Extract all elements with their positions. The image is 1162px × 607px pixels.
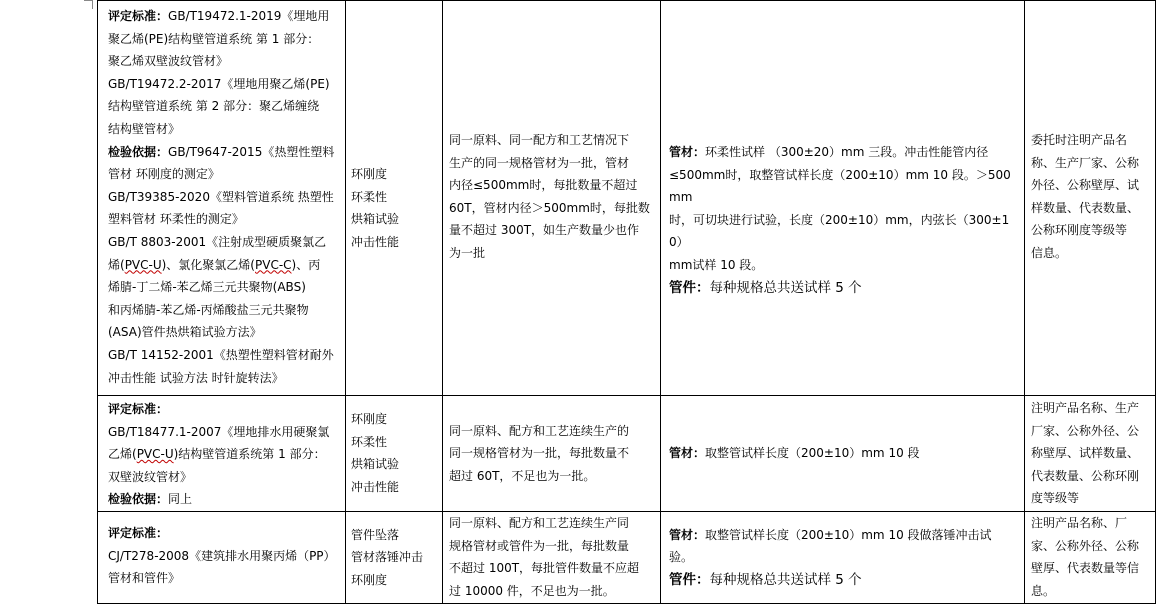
sample-label: 管材： [669,145,706,159]
test-item: 冲击性能 [351,234,400,249]
sample-requirement-cell [661,511,1025,603]
standard-text: 同上 [168,492,193,507]
test-items-cell [346,396,443,512]
test-item: 环柔性 [351,189,388,204]
standard-line [108,73,335,96]
sample-line [669,546,1018,569]
batch-rule-line: 同一原料、同一配方和工艺情况下 [449,133,630,147]
standard-line [108,522,335,545]
standard-line [108,567,335,590]
standard-text: 结构壁管材》 [108,121,181,136]
standard-text: 烯腈-丁二烯-苯乙烯三元共聚物(ABS) [108,280,306,295]
standard-label: 检验依据： [108,144,169,159]
standard-line [108,118,335,141]
note-line: 样数量、代表数量、 [1031,200,1140,215]
sample-text: 取整管试样长度（200±10）mm 10 段做落锤冲击试 [705,527,992,542]
standard-text: GB/T39385-2020《塑料管道系统 热塑性 [108,189,334,204]
test-items-cell [346,1,443,396]
batch-rule-line: 内径≤500mm时，每批数量不超过 [449,178,638,193]
standard-line [108,50,335,73]
sample-text: 验。 [669,550,694,565]
note-line: 代表数量、公称环刚 [1031,468,1140,483]
standard-line [108,443,335,466]
note-line: 称、生产厂家、公称 [1031,155,1140,170]
note-line: 外径、公称壁厚、试 [1031,178,1140,193]
sample-label: 管材： [669,527,706,542]
sample-line [669,254,1018,277]
test-items-cell [346,511,443,603]
standard-line [108,367,335,390]
sample-text: 取整管试样长度（200±10）mm 10 段 [705,446,920,461]
standard-text: GB/T18477.1-2007《埋地排水用硬聚氯 [108,424,330,439]
sample-line [669,569,1018,592]
standard-line [108,28,335,51]
standard-label: 评定标准： [108,525,169,540]
note-line: 注明产品名称、生产 [1031,401,1140,415]
sample-label: 管材： [669,446,706,461]
standard-text: GB/T 8803-2001《注射成型硬质聚氯乙 [108,234,327,249]
standard-text: 塑料管材 环柔性的测定》 [108,212,244,227]
standard-text: GB/T9647-2015《热塑性塑料 [168,144,335,159]
note-line: 委托时注明产品名 [1031,133,1128,147]
sample-label: 管件： [669,279,710,296]
sample-text: 时，可切块进行试验，长度（200±10）mm，内弦长（300±10） [669,212,1010,250]
standard-line [108,208,335,231]
note-line: 度等级等 [1031,491,1080,506]
sample-text: ≤500mm时，取整管试样长度（200±10）mm 10 段。＞500mm [669,167,1011,205]
note-cell [1025,396,1156,512]
test-item: 管件坠落 [351,527,400,542]
standard-text: GB/T19472.1-2019《埋地用 [168,9,330,23]
standard-cell [98,1,346,396]
table-row [98,1,1156,396]
table-row [98,396,1156,512]
note-line: 信息。 [1031,245,1068,260]
standard-text: CJ/T278-2008《建筑排水用聚丙烯（PP） [108,548,336,563]
batch-rule-cell [443,1,661,396]
standard-line [108,421,335,444]
batch-rule-cell [443,396,661,512]
standard-line [108,466,335,489]
test-item: 冲击性能 [351,480,400,495]
standard-text: 双壁波纹管材》 [108,469,193,484]
test-item: 烘箱试验 [351,212,400,227]
sample-line [669,442,1018,465]
standard-line [108,321,335,344]
sample-label: 管件： [669,571,710,588]
left-margin-column [0,0,98,602]
standard-label: 检验依据： [108,492,169,507]
standard-line [108,299,335,322]
standard-text: 聚乙烯(PE)结构壁管道系统 第 1 部分： [108,31,320,46]
standard-text: 乙烯(PVC-U)结构壁管道系统第 1 部分： [108,447,326,462]
standard-line [108,163,335,186]
standard-line [108,186,335,209]
standard-cell [98,511,346,603]
standard-line [108,276,335,299]
standard-line [108,344,335,367]
test-item: 环刚度 [351,572,388,587]
note-line: 称壁厚、试样数量、 [1031,446,1140,461]
standard-text: (ASA)管件热烘箱试验方法》 [108,325,262,340]
note-line: 壁厚、代表数量等信 [1031,561,1140,576]
note-cell [1025,511,1156,603]
sample-line [669,164,1018,209]
standard-text: GB/T 14152-2001《热塑性塑料管材耐外 [108,347,334,362]
standard-text: 烯(PVC-U)、氯化聚氯乙烯(PVC-C)、丙 [108,257,321,272]
sample-line [669,209,1018,254]
standard-text: 和丙烯腈-苯乙烯-丙烯酸盐三元共聚物 [108,302,309,317]
table-row [98,511,1156,603]
batch-rule-line: 生产的同一规格管材为一批，管材 [449,155,630,170]
batch-rule-line: 同一规格管材为一批，每批数量不 [449,446,630,461]
sample-line [669,277,1018,300]
standard-cell [98,396,346,512]
standard-label: 评定标准： [108,9,169,23]
sample-line [669,524,1018,547]
standard-text: GB/T19472.2-2017《埋地用聚乙烯(PE) [108,76,330,91]
batch-rule-line: 超过 60T，不足也为一批。 [449,468,596,483]
standard-line [108,254,335,277]
test-item: 管材落锤冲击 [351,550,424,565]
standard-line [108,141,335,164]
standard-line [108,95,335,118]
sample-text: mm试样 10 段。 [669,257,764,272]
batch-rule-line: 量不超过 300T，如生产数量少也作 [449,223,640,238]
standard-text: 结构壁管道系统 第 2 部分：聚乙烯缠绕 [108,99,320,114]
standard-line [108,398,335,421]
note-line: 息。 [1031,584,1056,599]
test-item: 烘箱试验 [351,457,400,472]
batch-rule-line: 同一原料、配方和工艺连续生产的 [449,423,630,438]
sample-requirement-cell [661,1,1025,396]
table-body [98,1,1156,604]
batch-rule-cell [443,511,661,603]
standard-text: 冲击性能 试验方法 时针旋转法》 [108,370,284,385]
sample-text: 每种规格总共送试样 5 个 [709,571,862,588]
sample-text: 每种规格总共送试样 5 个 [709,279,862,296]
note-line: 注明产品名称、厂 [1031,516,1128,531]
batch-rule-line: 不超过 100T，每批管件数量不应超 [449,561,640,576]
corner-mark [84,0,93,9]
standard-line [108,231,335,254]
note-line: 公称环刚度等级等 [1031,223,1128,238]
standard-line [108,5,335,28]
batch-rule-line: 同一原料、配方和工艺连续生产同 [449,516,630,531]
standard-text: 聚乙烯双壁波纹管材》 [108,54,229,69]
batch-rule-line: 过 10000 件，不足也为一批。 [449,584,615,599]
note-line: 厂家、公称外径、公 [1031,423,1140,438]
note-cell [1025,1,1156,396]
standard-line [108,545,335,568]
standard-label: 评定标准： [108,402,169,416]
batch-rule-line: 60T，管材内径＞500mm时，每批数 [449,200,650,215]
batch-rule-line: 规格管材或管件为一批，每批数量 [449,538,630,553]
standard-text: 管材和管件》 [108,571,181,586]
sample-line [669,141,1018,164]
test-item: 环柔性 [351,434,388,449]
sample-requirement-cell [661,396,1025,512]
test-requirements-table [97,0,1156,604]
sample-text: 环柔性试样 （300±20）mm 三段。冲击性能管内径 [705,145,989,159]
test-item: 环刚度 [351,412,388,427]
batch-rule-line: 为一批 [449,245,486,260]
standard-text: 管材 环刚度的测定》 [108,167,220,182]
standard-line [108,488,335,511]
note-line: 家、公称外径、公称 [1031,538,1140,553]
test-item: 环刚度 [351,167,388,181]
